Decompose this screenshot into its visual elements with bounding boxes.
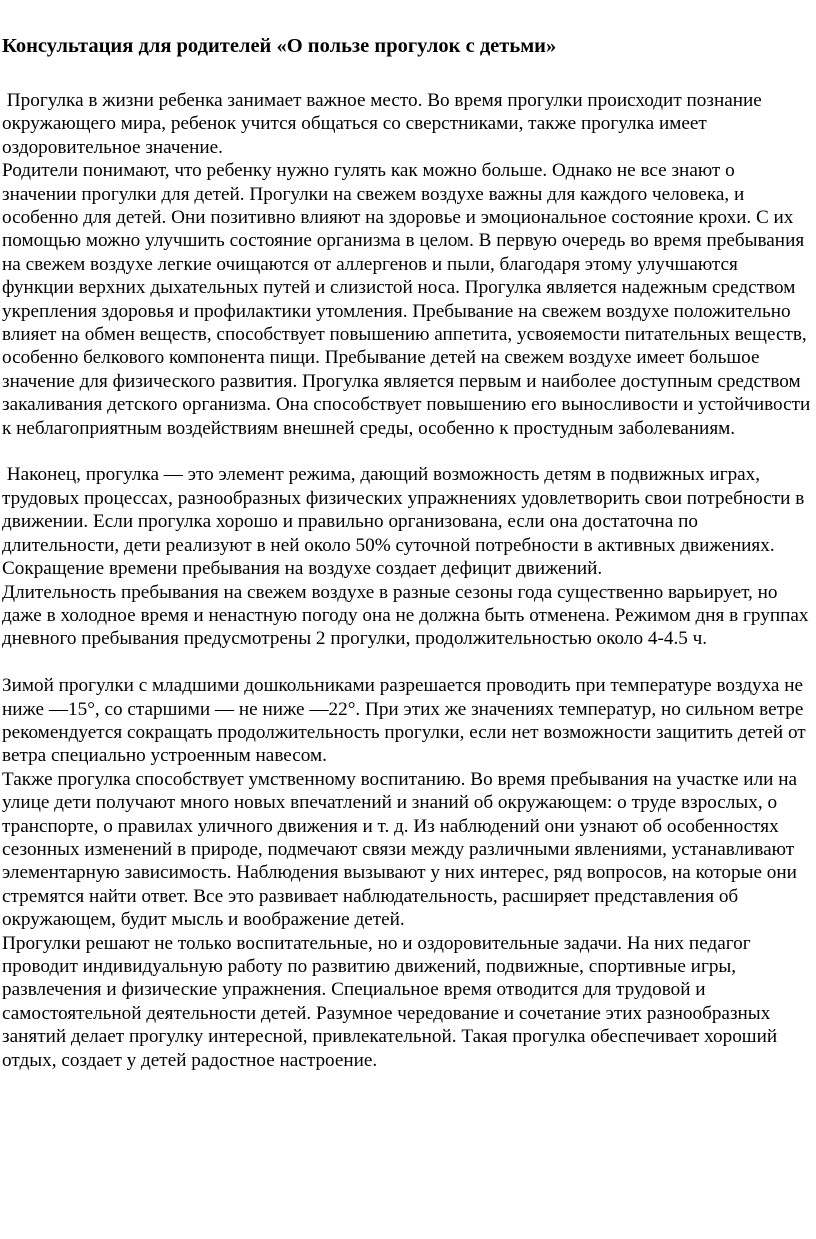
paragraph-intro: Прогулка в жизни ребенка занимает важное место. Во время прогулки происходит познание окружающего мира, ребенок учится общаться со сверстниками, также прогулка имеет оздоровительное значение.: [2, 90, 767, 158]
page-title: Консультация для родителей «О пользе прогулок с детьми»: [2, 35, 557, 57]
paragraph-spacer: [2, 651, 814, 674]
paragraph-mental-education: Также прогулка способствует умственному воспитанию. Во время пребывания на участке или на улице дети получают много новых впечатлений и знаний об окружающем: о труде взрослых, о транспорте, о правилах уличного движения и т. д. Из наблюдений они узнают об особенностях сезонных изменений в природе, подмечают связи между различными явлениями, устанавливают элементарную зависимость. Наблюдения вызывают у них интерес, ряд вопросов, на которые они стремятся найти ответ. Все это развивает наблюдательность, расширяет представления об окружающем, будит мысль и воображение детей.: [2, 768, 802, 931]
paragraph-winter-walks: Зимой прогулки с младшими дошкольниками разрешается проводить при температуре воздуха не ниже —15°, со старшими — не ниже —22°. При этих же значениях температур, но сильном ветре рекомендуется сокращать продолжительность прогулки, если нет возможности защитить детей от ветра специально устроенным навесом.: [2, 675, 811, 767]
paragraph-spacer: [2, 440, 814, 463]
paragraph-duration: Длительность пребывания на свежем воздухе в разные сезоны года существенно варьирует, но даже в холодное время и ненастную погоду она не должна быть отменена. Режимом дня в группах дневного пребывания предусмотрены 2 прогулки, продолжительностью около 4-4.5 ч.: [2, 581, 814, 650]
paragraph-health-benefits: Родители понимают, что ребенку нужно гулять как можно больше. Однако не все знают о значении прогулки для детей. Прогулки на свежем воздухе важны для каждого человека, и особенно для детей. Они позитивно влияют на здоровье и эмоциональное состояние крохи. С их помощью можно улучшить состояние организма в целом. В первую очередь во время пребывания на свежем воздухе легкие очищаются от аллергенов и пыли, благодаря этому улучшаются функции верхних дыхательных путей и слизистой носа. Прогулка является надежным средством укрепления здоровья и профилактики утомления. Пребывание на свежем воздухе положительно влияет на обмен веществ, способствует повышению аппетита, усвояемости питательных веществ, особенно белкового компонента пищи. Пребывание детей на свежем воздухе имеет большое значение для физического развития. Прогулка является первым и наиболее доступным средством закаливания детского организма. Она способствует повышению его выносливости и устойчивости к неблагоприятным воздействиям внешней среды, особенно к простудным заболеваниям.: [2, 160, 816, 439]
paragraph-movement-needs: Наконец, прогулка — это элемент режима, дающий возможность детям в подвижных играх, трудовых процессах, разнообразных физических упражнениях удовлетворить свои потребности в движении. Если прогулка хорошо и правильно организована, если она достаточна по длительности, дети реализуют в ней около 50% суточной потребности в активных движениях. Сокращение времени пребывания на воздухе создает дефицит движений.: [2, 464, 810, 580]
paragraph-conclusion: Прогулки решают не только воспитательные, но и оздоровительные задачи. На них педагог проводит индивидуальную работу по развитию движений, подвижные, спортивные игры, развлечения и физические упражнения. Специальное время отводится для трудовой и самостоятельной деятельности детей. Разумное чередование и сочетание этих разнообразных занятий делает прогулку интересной, привлекательной. Такая прогулка обеспечивает хороший отдых, создает у детей радостное настроение.: [2, 932, 782, 1071]
document-body: [2, 89, 814, 1072]
